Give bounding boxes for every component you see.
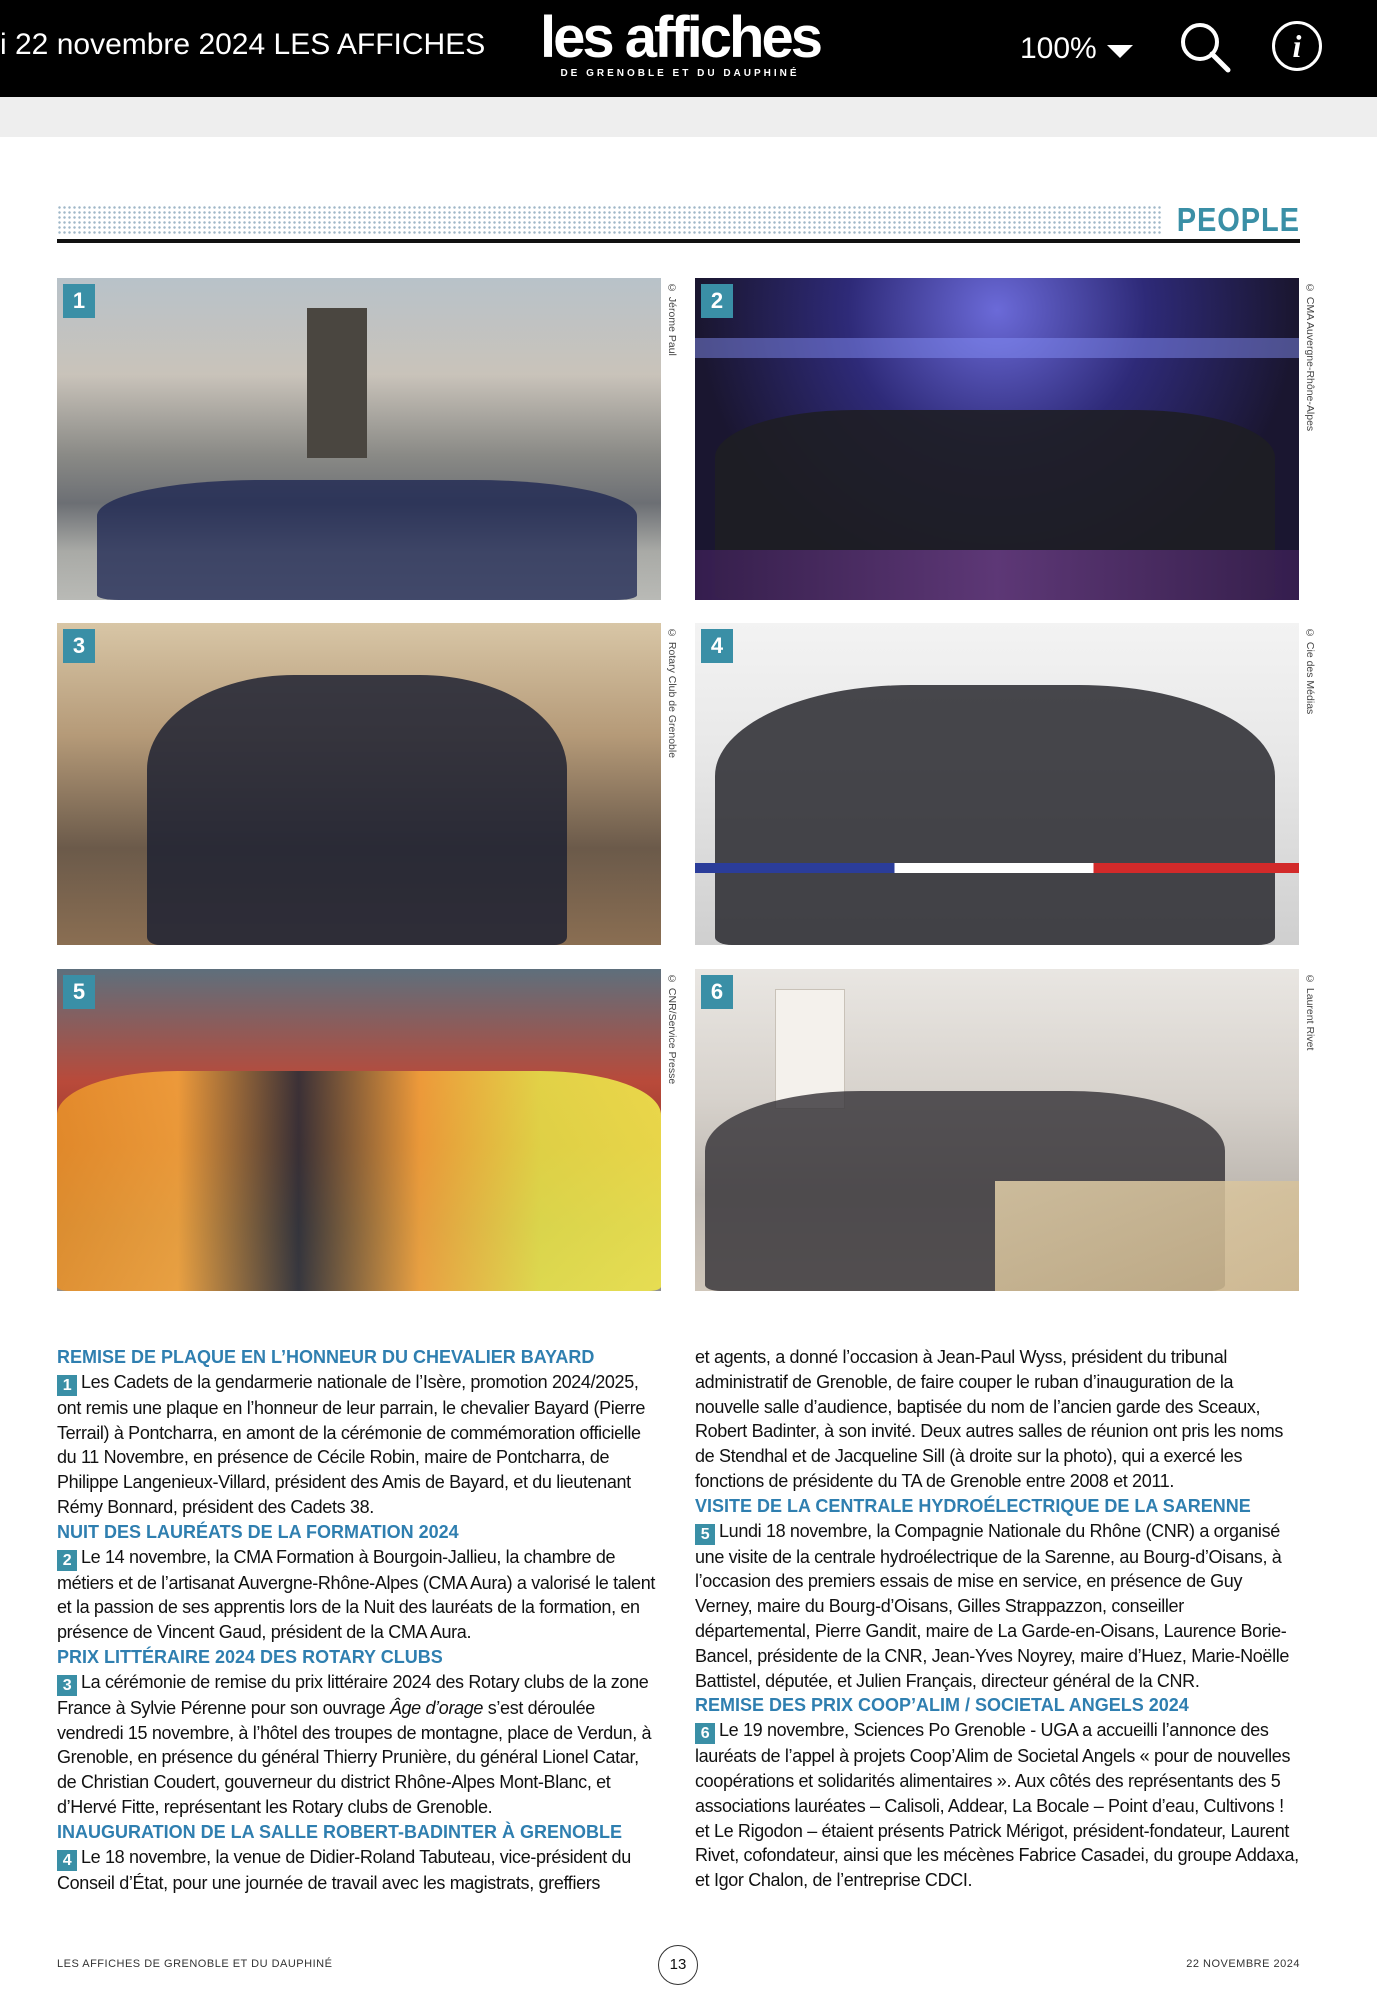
photo-credit: © Jérome Paul [666,282,678,356]
photo-1 [57,278,661,600]
logo-wordmark: les affiches [540,5,820,70]
article-text: Les Cadets de la gendarmerie nationale de l’Isère, promotion 2024/2025, ont remis une plaque en l’honneur de leur parrain, le chevalier Bayard (Pierre Terrail) à Pontcharra, en amont de la cérémonie de commémoration officielle du 11 Novembre, en présence de Cécile Robin, maire de Pontcharra, de Philippe Langenieux-Villard, président des Amis de Bayard, et du lieutenant Rémy Bonnard, président des Cadets 38. [57,1371,646,1517]
article-text: Le 19 novembre, Sciences Po Grenoble - UGA a accueilli l’annonce des lauréats de l’appel à projets Coop’Alim de Societal Angels « pour de nouvelles coopérations et solidarités alimentaires ». Aux côtés des représentants des 5 associations lauréates – Calisoli, Addear, La Bocale – Point d’eau, Cultivons ! et Le Rigodon – étaient présents Patrick Mérigot, président-fondateur, Laurent Rivet, cofondateur, ainsi que les mécènes Fabrice Casadei, du groupe Addaxa, et Igor Chalon, de l’entreprise CDCI. [695,1720,1299,1891]
article-number: 3 [57,1675,77,1696]
article-body [57,1670,661,1820]
document-title: i 22 novembre 2024 LES AFFICHES [0,28,486,61]
search-icon[interactable] [1176,18,1234,76]
app-toolbar [0,0,1377,97]
article-headline: REMISE DES PRIX COOP’ALIM / SOCIETAL ANGELS 2024 [695,1695,1189,1716]
tricolor-ribbon [695,863,1299,873]
article-headline: VISITE DE LA CENTRALE HYDROÉLECTRIQUE DE LA SARENNE [695,1495,1251,1516]
section-title: PEOPLE [1176,201,1300,238]
photo-credit: © Rotary Club de Grenoble [666,627,678,759]
zoom-value: 100% [1020,32,1097,65]
magazine-page [0,137,1377,1995]
article-body [57,1370,661,1520]
footer-date: 22 NOVEMBRE 2024 [1186,1958,1300,1970]
lecture-benches [995,1181,1299,1291]
photo-number: 3 [63,629,95,663]
article-headline: PRIX LITTÉRAIRE 2024 DES ROTARY CLUBS [57,1646,443,1667]
article-text: s’est déroulée vendredi 15 novembre, à l’hôtel des troupes de montagne, place de Verdun, à Grenoble, en présence du général Thierry Prunière, du général Lionel Catar, de Christian Coudert, gouverneur du district Rhône-Alpes Mont-Blanc, et d’Hervé Fitte, représentant les Rotary clubs de Grenoble. [57,1697,652,1817]
photo-2 [695,278,1299,600]
article-number: 1 [57,1375,77,1396]
rubric-divider [57,239,1300,243]
info-icon[interactable]: i [1272,21,1322,71]
photo-4 [695,623,1299,945]
photo-credit: © CMA Auvergne-Rhône-Alpes [1304,282,1316,432]
section-rubric [57,201,1300,238]
photo-group-figure [715,685,1275,945]
article-text: Lundi 18 novembre, la Compagnie Nationale du Rhône (CNR) a organisé une visite de la centrale hydroélectrique de la Sarenne, au Bourg-d’Oisans, à l’occasion des premiers essais de mise en service, en présence de Guy Verney, maire du Bourg-d’Oisans, Gilles Strappazzon, conseiller départemental, Pierre Gandit, maire de La Garde-en-Oisans, Laurence Borie-Bancel, présidente de la CNR, Jean-Yves Noyrey, maire d’Huez, Marie-Noëlle Battistel, députée, et Julien Français, directeur général de la CNR. [695,1520,1290,1691]
photo-number: 5 [63,975,95,1009]
article-number: 5 [695,1524,715,1545]
article-body-continued: et agents, a donné l’occasion à Jean-Paul Wyss, président du tribunal administratif de Grenoble, de faire couper le ruban d’inauguration de la nouvelle salle d’audience, baptisée du nom de l’ancien garde des Sceaux, Robert Badinter, à son invité. Deux autres salles de réunion ont pris les noms de Stendhal et de Jacqueline Sill (à droite sur la photo), qui a exercé les fonctions de présidente du TA de Grenoble entre 2008 et 2011. [695,1347,1284,1491]
toolbar-shadow [0,97,1377,137]
photo-3 [57,623,661,945]
logo-subtitle: DE GRENOBLE ET DU DAUPHINÉ [560,68,800,79]
article-text: Le 14 novembre, la CMA Formation à Bourgoin-Jallieu, la chambre de métiers et de l’artisanat Auvergne-Rhône-Alpes (CMA Aura) a valorisé le talent et la passion de ses apprentis lors de la Nuit des lauréats de la formation, en présence de Vincent Gaud, président de la CMA Aura. [57,1546,656,1643]
photo-credit: © Laurent Rivet [1304,973,1316,1051]
photo-number: 4 [701,629,733,663]
publication-logo[interactable] [530,5,830,79]
book-title: Âge d’orage [389,1697,484,1718]
article-headline: NUIT DES LAURÉATS DE LA FORMATION 2024 [57,1521,459,1542]
article-body [57,1545,661,1645]
stage-lights [695,338,1299,358]
article-headline: REMISE DE PLAQUE EN L’HONNEUR DU CHEVALIER BAYARD [57,1347,595,1367]
article-text: Le 18 novembre, la venue de Didier-Roland Tabuteau, vice-président du Conseil d’État, pour une journée de travail avec les magistrats, greffiers [57,1846,631,1893]
photo-group-figure [97,480,637,600]
article-column-left [57,1345,661,1895]
photo-group-figure [147,675,567,945]
article-column-right [695,1345,1299,1893]
footer-publication: LES AFFICHES DE GRENOBLE ET DU DAUPHINÉ [57,1958,333,1970]
rubric-dot-pattern [57,205,1162,235]
article-number: 2 [57,1550,77,1571]
photo-number: 2 [701,284,733,318]
photo-monument [307,308,367,458]
page-number: 13 [658,1945,698,1985]
article-body [695,1519,1299,1694]
photo-6 [695,969,1299,1291]
photo-number: 6 [701,975,733,1009]
photo-5 [57,969,661,1291]
article-body [57,1845,661,1896]
article-text: La cérémonie de remise du prix littéraire 2024 des Rotary clubs de la zone France à Sylvie Pérenne pour son ouvrage [57,1671,649,1718]
photo-number: 1 [63,284,95,318]
chevron-down-icon [1107,45,1133,58]
article-body [695,1718,1299,1893]
article-number: 6 [695,1723,715,1744]
photo-credit: © Cie des Médias [1304,627,1316,715]
stage-floor [695,550,1299,600]
article-number: 4 [57,1850,77,1871]
zoom-dropdown[interactable] [1020,32,1133,66]
photo-group-figure [57,1071,661,1291]
photo-credit: © CNR/Service Presse [666,973,678,1085]
article-headline: INAUGURATION DE LA SALLE ROBERT-BADINTER À GRENOBLE [57,1821,622,1842]
